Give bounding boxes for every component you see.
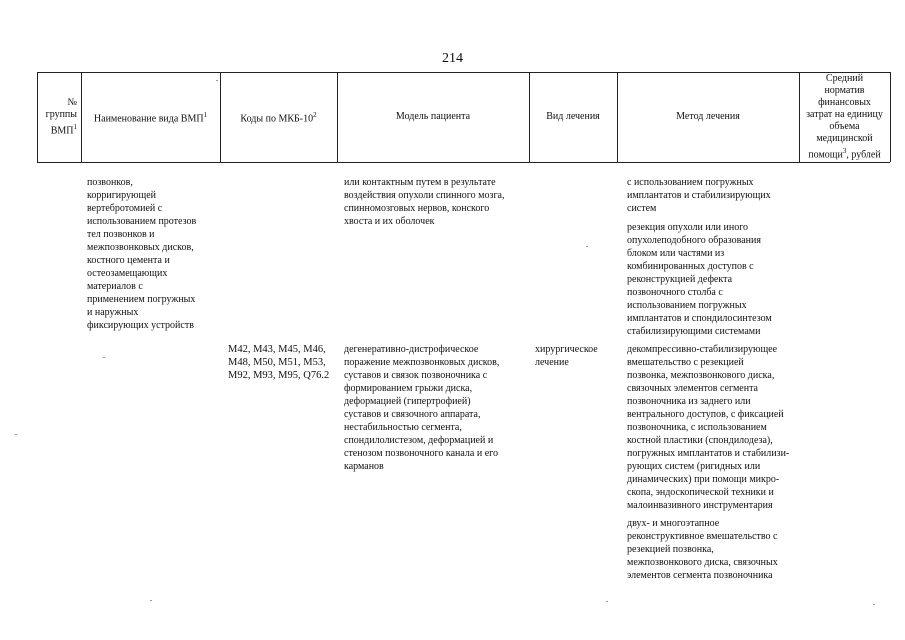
- page-number: 214: [442, 51, 463, 66]
- vmp-type-cell: позвонков, корригирующей вертебротомией с использованием протезов тел позвонков и межпозвонковых дисков, костного цемента и остеозамещающих материалов с применением погружных и наружных фиксирующих устройств: [87, 177, 197, 331]
- treatment-method-cell: декомпрессивно-стабилизирующее вмешательство с резекцией позвонка, межпозвонкового диска, связочных элементов сегмента позвоночника из заднего или вентрального доступов, с фиксацией позвоночника, с использованием костной пластики (спондилодеза), погружных имплантатов и стабилизи- рующих систем (ригидных или динамических) при помощи микро- скопа, эндоскопической техники и малоинвазивного инструментария: [627, 344, 790, 511]
- scan-speck: [150, 600, 152, 601]
- patient-model-cell: или контактным путем в результате воздействия опухоли спинного мозга, спинномозговых нервов, конского хвоста и их оболочек: [344, 177, 505, 227]
- icd-codes-cell: M42, M43, M45, M46, M48, M50, M51, M53, M92, M93, M95, Q76.2: [228, 344, 330, 381]
- scan-speck: [216, 80, 218, 81]
- scan-speck: [606, 601, 608, 602]
- scan-speck: [586, 246, 588, 247]
- header-treatment-method: Метод лечения: [676, 111, 740, 122]
- scan-speck: [15, 434, 17, 435]
- treatment-method-cell: с использованием погружных имплантатов и стабилизирующих систем: [627, 177, 771, 214]
- header-vmp-type: Наименование вида ВМП$^1$: [93, 110, 208, 125]
- scan-speck: [103, 357, 105, 358]
- treatment-method-cell: двух- и многоэтапное реконструктивное вмешательство с резекцией позвонка, межпозвонкового диска, связочных элементов сегмента позвоночника: [627, 518, 778, 581]
- treatment-method-cell: резекция опухоли или иного опухолеподобного образования блоком или частями из комбинированных доступов с реконструкцией дефекта позвоночного столба с использованием погружных имплантатов и спондилосинтезом стабилизирующими системами: [627, 222, 772, 337]
- header-treatment-type: Вид лечения: [546, 111, 600, 122]
- table-header-bottom-rule: [37, 162, 890, 163]
- scan-speck: [873, 604, 875, 605]
- header-patient-model: Модель пациента: [395, 111, 471, 122]
- header-icd-codes: Коды по МКБ-$10^2$: [240, 110, 317, 125]
- header-group-number: № группы ВМП$^1$: [45, 96, 77, 137]
- header-cost-norm: Средний норматив финансовых затрат на единицу объема медицинской помощи$^3$, рублей: [806, 72, 883, 161]
- treatment-type-cell: хирургическое лечение: [535, 344, 598, 368]
- patient-model-cell: дегенеративно-дистрофическое поражение межпозвонковых дисков, суставов и связок позвоночника с формированием грыжи диска, деформацией (гипертрофией) суставов и связочного аппарата, нестабильностью сегмента, спондилолистезом, деформацией и стенозом позвоночного канала и его карманов: [344, 344, 500, 472]
- header-col-divider: [890, 72, 891, 162]
